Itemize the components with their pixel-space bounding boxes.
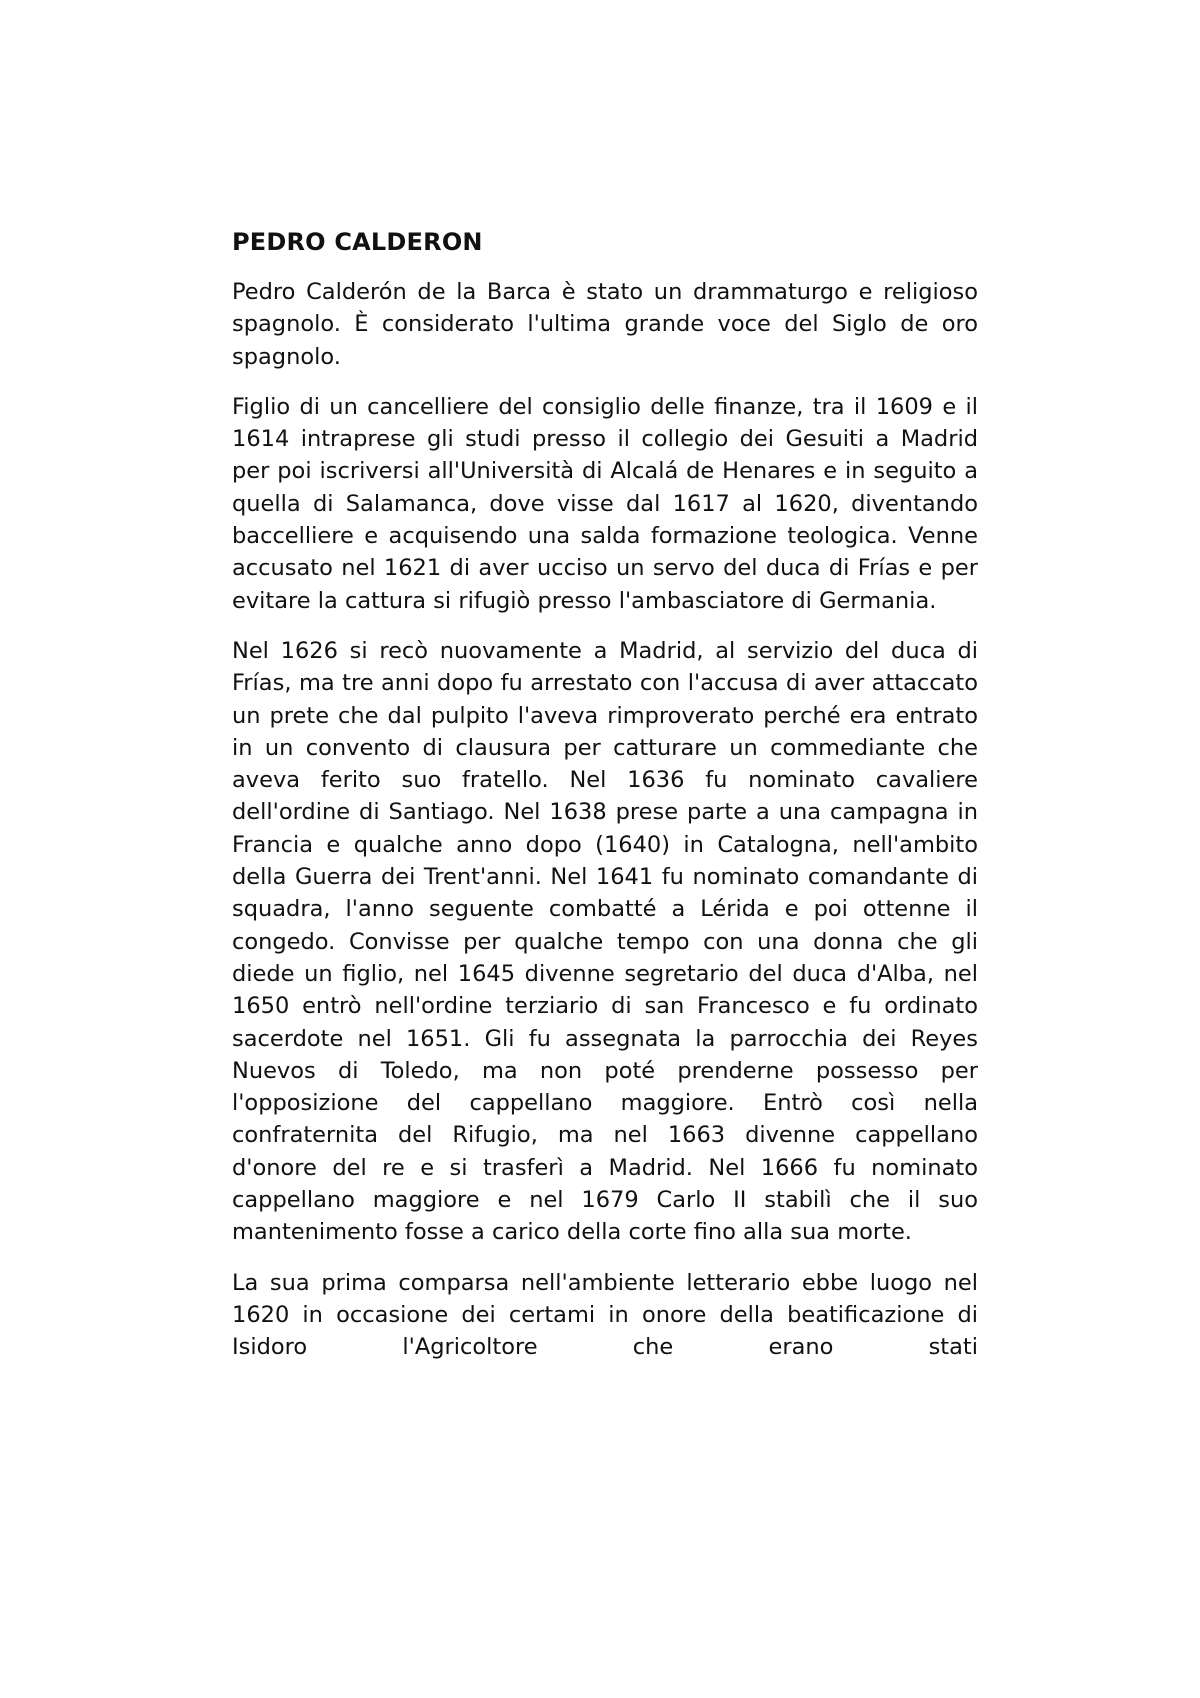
paragraph-career: Nel 1626 si recò nuovamente a Madrid, al servizio del duca di Frías, ma tre anni dopo fu arrestato con l'accusa di aver attaccato un prete che dal pulpito l'aveva rimproverato perché era entrato in un convento di clausura per catturare un commediante che aveva ferito suo fratello. Nel 1636 fu nominato cavaliere dell'ordine di Santiago. Nel 1638 prese parte a una campagna in Francia e qualche anno dopo (1640) in Catalogna, nell'ambito della Guerra dei Trent'anni. Nel 1641 fu nominato comandante di squadra, l'anno seguente combatté a Lérida e poi ottenne il congedo. Convisse per qualche tempo con una donna che gli diede un figlio, nel 1645 divenne segretario del duca d'Alba, nel 1650 entrò nell'ordine terziario di san Francesco e fu ordinato sacerdote nel 1651. Gli fu assegnata la parrocchia dei Reyes Nuevos di Toledo, ma non poté prenderne possesso per l'opposizione del cappellano maggiore. Entrò così nella confraternita del Rifugio, ma nel 1663 divenne cappellano d'onore del re e si trasferì a Madrid. Nel 1666 fu nominato cappellano maggiore e nel 1679 Carlo II stabilì che il suo mantenimento fosse a carico della corte fino alla sua morte. [232, 637, 978, 1246]
paragraph-intro: Pedro Calderón de la Barca è stato un drammaturgo e religioso spagnolo. È considerato l'ultima grande voce del Siglo de oro spagnolo. [232, 279, 978, 370]
page-title: PEDRO CALDERON [232, 228, 483, 256]
paragraph-early-life: Figlio di un cancelliere del consiglio delle finanze, tra il 1609 e il 1614 intraprese gli studi presso il collegio dei Gesuiti a Madrid per poi iscriversi all'Università di Alcalá de Henares e in seguito a quella di Salamanca, dove visse dal 1617 al 1620, diventando baccelliere e acquisendo una salda formazione teologica. Venne accusato nel 1621 di aver ucciso un servo del duca di Frías e per evitare la cattura si rifugiò presso l'ambasciatore di Germania. [232, 393, 978, 614]
document-page [232, 226, 978, 1382]
paragraph-literary-debut: La sua prima comparsa nell'ambiente letterario ebbe luogo nel 1620 in occasione dei certami in onore della beatificazione di Isidoro l'Agricoltore che erano stati [232, 1269, 978, 1361]
